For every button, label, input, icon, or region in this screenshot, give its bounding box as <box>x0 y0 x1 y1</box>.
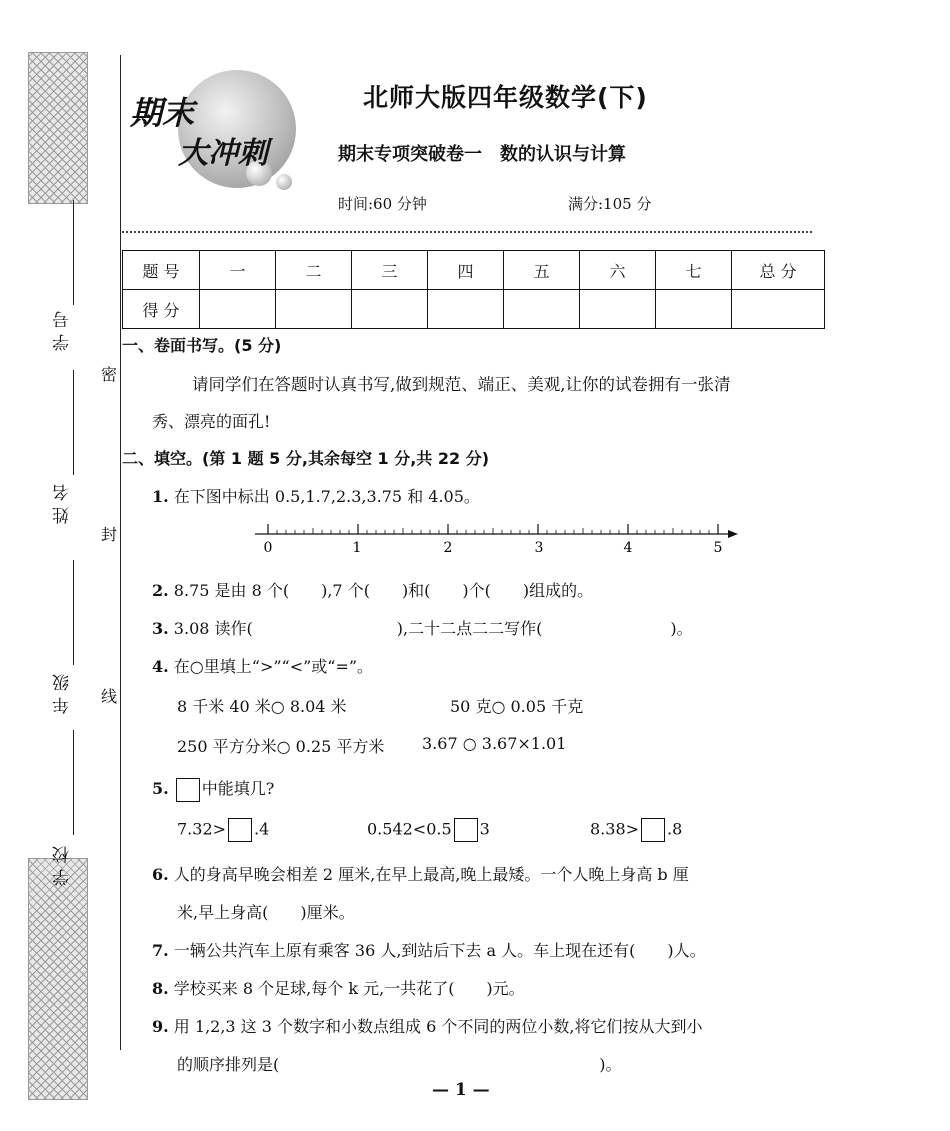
question-2 <box>152 578 593 601</box>
section-1-line-1: 请同学们在答题时认真书写,做到规范、端正、美观,让你的试卷拥有一张清 <box>192 375 731 394</box>
question-5-box-icon <box>176 778 200 802</box>
question-4-number: 4. <box>152 657 169 676</box>
question-9-line-2: 的顺序排列是( )。 <box>177 1055 622 1074</box>
question-6-number: 6. <box>152 865 169 884</box>
question-6-line-2: 米,早上身高( )厘米。 <box>177 903 355 922</box>
question-4 <box>152 654 373 677</box>
number-line-label-2: 2 <box>443 540 453 556</box>
score-table-score-row <box>123 290 825 329</box>
side-underline-id <box>73 200 74 305</box>
number-line-label-1: 1 <box>352 540 362 556</box>
header-divider <box>122 231 812 233</box>
question-3-text: 3.08 读作( ),二十二点二二写作( )。 <box>173 619 693 638</box>
score-cell-1: 一 <box>200 251 276 290</box>
score-input-6[interactable] <box>580 290 656 329</box>
score-cell-5: 五 <box>504 251 580 290</box>
question-5-c <box>590 818 682 842</box>
exam-full-score: 满分:105 分 <box>568 195 652 213</box>
question-4-b: 50 克○ 0.05 千克 <box>450 697 584 716</box>
side-label-name: 姓名 <box>53 478 73 524</box>
question-8-text: 学校买来 8 个足球,每个 k 元,一共花了( )元。 <box>173 979 525 998</box>
question-5-b <box>367 818 490 842</box>
score-cell-3: 三 <box>352 251 428 290</box>
score-cell-label: 题 号 <box>123 251 200 290</box>
question-9 <box>152 1014 702 1037</box>
score-input-1[interactable] <box>200 290 276 329</box>
side-label-school: 学校 <box>53 840 73 886</box>
page-number: — 1 — <box>432 1080 490 1100</box>
score-input-3[interactable] <box>352 290 428 329</box>
question-8-number: 8. <box>152 979 169 998</box>
question-1 <box>152 484 480 507</box>
score-table <box>122 250 825 329</box>
score-cell-4: 四 <box>428 251 504 290</box>
page-subtitle: 期末专项突破卷一 数的认识与计算 <box>338 144 626 165</box>
question-9-number: 9. <box>152 1017 169 1036</box>
side-label-student-id: 学号 <box>53 305 73 351</box>
score-input-5[interactable] <box>504 290 580 329</box>
question-2-text: 8.75 是由 8 个( ),7 个( )和( )个( )组成的。 <box>173 581 594 600</box>
question-7 <box>152 938 706 961</box>
question-5-a-post: .4 <box>254 819 270 839</box>
logo-text-1: 期末 <box>130 94 195 132</box>
score-input-total[interactable] <box>732 290 825 329</box>
number-line-label-3: 3 <box>534 540 544 556</box>
question-3-number: 3. <box>152 619 169 638</box>
score-input-2[interactable] <box>276 290 352 329</box>
score-cell-total: 总 分 <box>732 251 825 290</box>
section-2-heading: 二、填空。(第 1 题 5 分,其余每空 1 分,共 22 分) <box>122 449 490 468</box>
question-6-line-1: 人的身高早晚会相差 2 厘米,在早上最高,晚上最矮。一个人晚上身高 b 厘 <box>173 865 689 884</box>
number-line-ticks <box>268 524 718 534</box>
logo-ball-small <box>276 174 292 190</box>
binding-pattern-top <box>28 52 88 204</box>
number-line-label-5: 5 <box>713 540 723 556</box>
question-5-b-box[interactable] <box>454 818 478 842</box>
number-line-label-0: 0 <box>263 540 273 556</box>
logo-text-2: 大冲刺 <box>178 136 268 171</box>
question-7-number: 7. <box>152 941 169 960</box>
question-3 <box>152 616 693 639</box>
seal-xian: 线 <box>101 687 118 706</box>
binding-pattern-bottom <box>28 858 88 1100</box>
section-1-heading: 一、卷面书写。(5 分) <box>122 336 282 355</box>
seal-feng: 封 <box>101 525 118 544</box>
question-6 <box>152 862 689 885</box>
question-5-c-pre: 8.38> <box>590 819 640 839</box>
question-9-line-1: 用 1,2,3 这 3 个数字和小数点组成 6 个不同的两位小数,将它们按从大到小 <box>173 1017 703 1036</box>
side-underline-school <box>73 730 74 835</box>
question-5-number: 5. <box>152 779 169 798</box>
question-4-a: 8 千米 40 米○ 8.04 米 <box>177 697 347 716</box>
side-label-grade: 年级 <box>53 668 73 714</box>
score-row-label: 得 分 <box>123 290 200 329</box>
question-5-b-pre: 0.542<0.5 <box>367 819 452 839</box>
question-5-a-box[interactable] <box>228 818 252 842</box>
question-8 <box>152 976 525 999</box>
number-line-arrow <box>728 530 738 538</box>
question-5-b-post: 3 <box>479 819 490 839</box>
question-4-text: 在○里填上“>”“<”或“=”。 <box>173 657 374 676</box>
question-2-number: 2. <box>152 581 169 600</box>
question-7-text: 一辆公共汽车上原有乘客 36 人,到站后下去 a 人。车上现在还有( )人。 <box>173 941 706 960</box>
question-5-a-pre: 7.32> <box>177 819 227 839</box>
exam-time: 时间:60 分钟 <box>338 195 427 213</box>
page-title: 北师大版四年级数学(下) <box>363 83 648 112</box>
score-cell-6: 六 <box>580 251 656 290</box>
question-5-c-box[interactable] <box>641 818 665 842</box>
question-5-c-post: .8 <box>667 819 683 839</box>
binding-line <box>120 55 121 1050</box>
question-5 <box>152 776 274 802</box>
question-5-a <box>177 818 269 842</box>
question-4-d: 3.67 ○ 3.67×1.01 <box>422 734 567 753</box>
section-1-line-2: 秀、漂亮的面孔! <box>152 412 271 431</box>
score-table-header-row <box>123 251 825 290</box>
question-1-number: 1. <box>152 487 169 506</box>
side-underline-name <box>73 370 74 475</box>
seal-mi: 密 <box>101 365 118 384</box>
score-input-7[interactable] <box>656 290 732 329</box>
side-underline-grade <box>73 560 74 665</box>
score-cell-7: 七 <box>656 251 732 290</box>
score-cell-2: 二 <box>276 251 352 290</box>
question-1-text: 在下图中标出 0.5,1.7,2.3,3.75 和 4.05。 <box>173 487 480 506</box>
question-5-text: 中能填几? <box>201 779 275 798</box>
score-input-4[interactable] <box>428 290 504 329</box>
number-line-label-4: 4 <box>623 540 633 556</box>
number-line <box>250 518 740 558</box>
question-4-c: 250 平方分米○ 0.25 平方米 <box>177 737 385 756</box>
